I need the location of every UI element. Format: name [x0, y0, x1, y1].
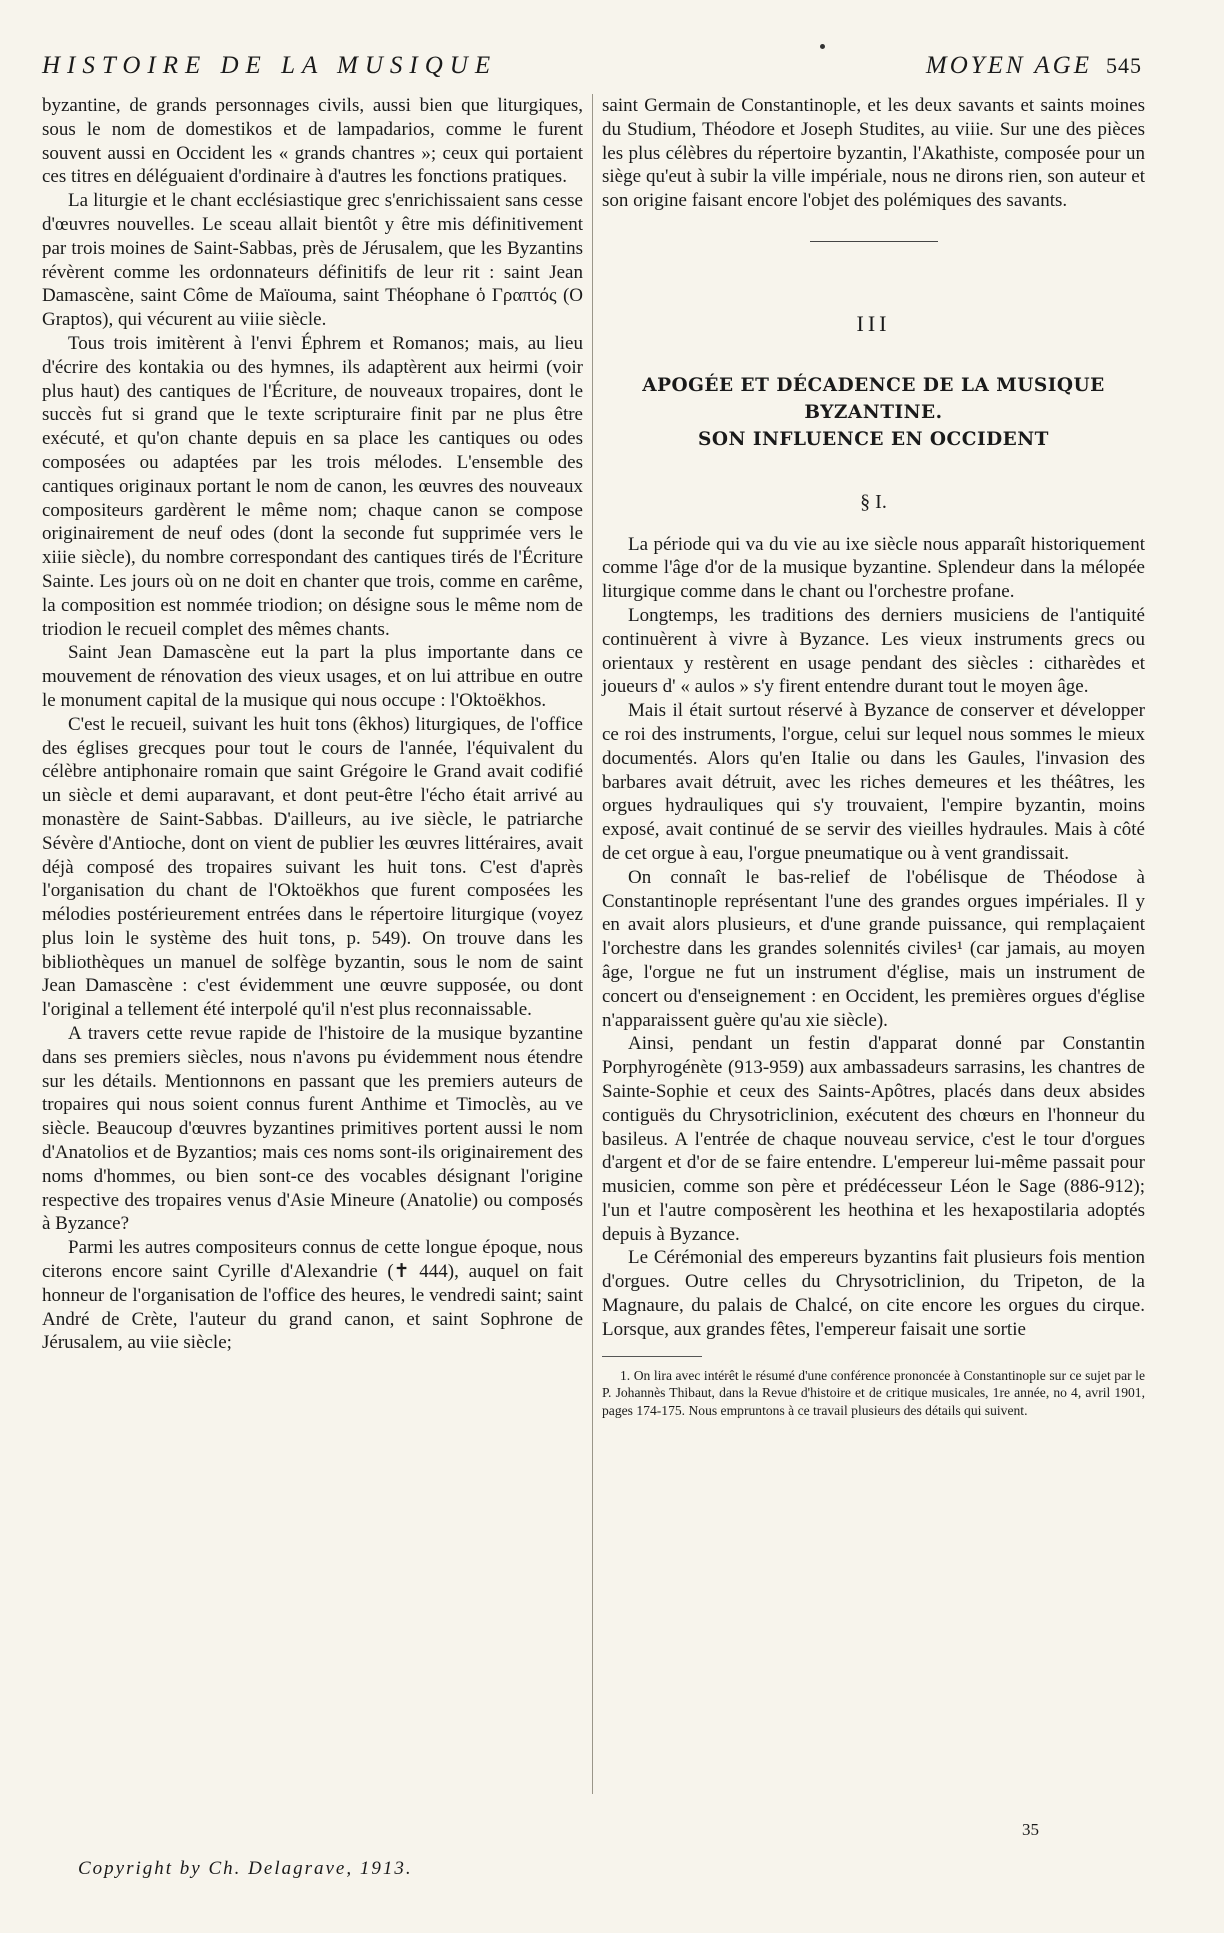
- paragraph: Le Cérémonial des empereurs byzantins fait plusieurs fois mention d'orgues. Outre celles du Chrysotriclinion, du Tripeton, de la Magnaure, du palais de Chalcé, on cite encore les orgues du cirque. Lorsque, aux grandes fêtes, l'empereur faisait une sortie: [602, 1247, 1145, 1340]
- section-title-line: SON INFLUENCE EN OCCIDENT: [698, 428, 1049, 450]
- paragraph: Ainsi, pendant un festin d'apparat donné par Constantin Porphyrogénète (913-959) aux ambassadeurs sarrasins, les chantres de Sainte-Sophie et ceux des Saints-Apôtres, placés dans deux absides contiguës du Chrysotriclinion, exécutent des chœurs en l'honneur du basileus. A l'entrée de chaque nouveau service, c'est le tour d'orgues d'argent et d'or de se faire entendre. L'empereur lui-même passait pour musicien, comme son père et prédécesseur Léon le Sage (886-912); l'un et l'autre composèrent les heothina et les hexapostilaria adoptés depuis à Byzance.: [602, 1033, 1145, 1245]
- section-title-line: APOGÉE ET DÉCADENCE DE LA MUSIQUE: [642, 374, 1105, 396]
- running-head-title: MOYEN AGE: [925, 52, 1092, 79]
- paragraph: Parmi les autres compositeurs connus de cette longue époque, nous citerons encore saint Cyrille d'Alexandrie (✝ 444), auquel on fait honneur de l'organisation de l'office des heures, le vendredi saint; saint André de Crète, l'auteur du grand canon, et saint Sophrone de Jérusalem, au viie siècle;: [42, 1237, 583, 1354]
- paragraph: saint Germain de Constantinople, et les deux savants et saints moines du Studium, Théodore et Joseph Studites, au viiie. Sur une des pièces les plus célèbres du répertoire byzantin, l'Akathiste, composée pour un siège qu'eut à subir la ville impériale, nous ne dirons rien, son auteur et son origine faisant encore l'objet des polémiques des savants.: [602, 95, 1145, 212]
- page-dot: [820, 44, 825, 49]
- paragraph: A travers cette revue rapide de l'histoire de la musique byzantine dans ses premiers siècles, nous n'avons pu évidemment nous étendre sur les détails. Mentionnons en passant que les premiers auteurs de tropaires qui nous soient connus furent Anthime et Timoclès, au ve siècle. Beaucoup d'œuvres byzantines primitives portent aussi le nom d'Anatolios et de Byzantios; mais ces noms sont-ils originairement des noms d'hommes, ou bien sont-ce des vocables désignant l'origine respective des tropaires venus d'Asie Mineure (Anatolie) ou composés à Byzance?: [42, 1023, 583, 1235]
- paragraph-mark: § I.: [860, 490, 887, 513]
- paragraph: byzantine, de grands personnages civils, aussi bien que liturgiques, sous le nom de domestikos et de lampadarios, comme le furent souvent aussi en Occident les « grands chantres »; ceux qui portaient ces titres en déléguaient d'ordinaire à d'autres les fonctions pratiques.: [42, 95, 583, 188]
- section-number: III: [856, 310, 891, 336]
- paragraph: C'est le recueil, suivant les huit tons (êkhos) liturgiques, de l'office des églises grecques pour tout le cours de l'année, l'équivalent du célèbre antiphonaire romain que saint Grégoire le Grand avait codifié un siècle et demi auparavant, et dont peut-être l'écho était arrivé au monastère de Saint-Sabbas. D'ailleurs, au ive siècle, le patriarche Sévère d'Antioche, dont on vient de publier les œuvres littéraires, avait déjà composé des tropaires suivant les huit tons. C'est d'après l'organisation du chant de l'Oktoëkhos que furent composées les mélodies postérieurement entrées dans le répertoire liturgique (voyez plus loin le système des huit tons, p. 549). On trouve dans les bibliothèques un manuel de solfège byzantin, sous le nom de saint Jean Damascène : c'est évidemment une œuvre supposée, ou dont l'original a tellement été interpolé qu'il n'est plus reconnaissable.: [42, 713, 583, 1021]
- paragraph: On connaît le bas-relief de l'obélisque de Théodose à Constantinople représentant l'une des grandes orgues impériales. Il y en avait alors plusieurs, et d'une grande puissance, qui remplaçaient l'orchestre dans les grandes solennités civiles¹ (car jamais, au moyen âge, l'orgue ne fut un instrument d'église, mais un instrument de concert ou d'enseignement : en Occident, les premières orgues d'église n'apparaissent guère qu'au xie siècle).: [602, 866, 1145, 1031]
- footnote: 1. On lira avec intérêt le résumé d'une conférence prononcée à Constantinople sur ce sujet par le P. Johannès Thibaut, dans la Revue d'histoire et de critique musicales, 1re année, no 4, avril 1901, pages 174-175. Nous empruntons à ce travail plusieurs des détails qui suivent.: [602, 1367, 1145, 1418]
- running-head-right: [926, 52, 1142, 80]
- section-title: [602, 372, 1145, 453]
- paragraph: Longtemps, les traditions des derniers musiciens de l'antiquité continuèrent à vivre à Byzance. Les vieux instruments grecs ou orientaux y restèrent en usage pendant des siècles : citharèdes et joueurs d' « aulos » s'y firent entendre durant tout le moyen âge.: [602, 604, 1145, 698]
- paragraph: Mais il était surtout réservé à Byzance de conserver et développer ce roi des instruments, l'orgue, celui sur lequel nous sommes le mieux documentés. Alors qu'en Italie ou dans les Gaules, l'invasion des barbares avait détruit, avec les riches demeures et les théâtres, les orgues hydrauliques qui s'y trouvaient, l'empire byzantin, moins exposé, avait continué de se servir des vieilles hydraules. Mais à côté de cet orgue à eau, l'orgue pneumatique ou à vent grandissait.: [602, 700, 1145, 864]
- section-separator: [810, 241, 938, 242]
- signature-mark: 35: [1022, 1820, 1039, 1839]
- paragraph: La liturgie et le chant ecclésiastique grec s'enrichissaient sans cesse d'œuvres nouvelles. Le sceau allait bientôt y être mis définitivement par trois moines de Saint-Sabbas, près de Jérusalem, que les Byzantins révèrent comme les ordonnateurs définitifs de leur rit : saint Jean Damascène, saint Côme de Maïouma, saint Théophane ὁ Γραπτός (O Graptos), qui vécurent au viiie siècle.: [42, 190, 583, 331]
- column-divider: [592, 94, 593, 1794]
- left-column: [42, 94, 583, 1355]
- page-number: 545: [1106, 53, 1142, 78]
- footnote-rule: [602, 1356, 702, 1357]
- right-column: [602, 94, 1145, 1419]
- copyright-line: Copyright by Ch. Delagrave, 1913.: [78, 1858, 413, 1879]
- section-title-line: BYZANTINE.: [804, 401, 943, 423]
- paragraph: La période qui va du vie au ixe siècle nous apparaît historiquement comme l'âge d'or de la musique byzantine. Splendeur dans la mélopée liturgique comme dans le chant ou l'orchestre profane.: [602, 533, 1145, 603]
- paragraph: Saint Jean Damascène eut la part la plus importante dans ce mouvement de rénovation des vieux usages, et on lui attribue en outre le monument capital de la musique qui nous occupe : l'Oktoëkhos.: [42, 642, 583, 711]
- running-head-left: HISTOIRE DE LA MUSIQUE: [42, 52, 498, 79]
- paragraph: Tous trois imitèrent à l'envi Éphrem et Romanos; mais, au lieu d'écrire des kontakia ou des hymnes, ils adaptèrent aux heirmi (voir plus haut) des cantiques de l'Écriture, de nouveaux tropaires, dont le succès fut si grand que le texte scripturaire finit par ne plus être exécuté, et qu'on chante depuis en sa place les cantiques ou odes composées ou adaptées par les trois mélodes. L'ensemble des cantiques originaux portant le nom de canon, les œuvres des nouveaux compositeurs gardèrent le même nom; chaque canon se compose originairement de neuf odes (dont la seconde fut supprimée vers le xiiie siècle), du nombre correspondant des cantiques tirés de l'Écriture Sainte. Les jours où on ne doit en chanter que trois, comme en carême, la composition est nommée triodion; on désigne sous le même nom de triodion le recueil complet des mêmes chants.: [42, 332, 583, 640]
